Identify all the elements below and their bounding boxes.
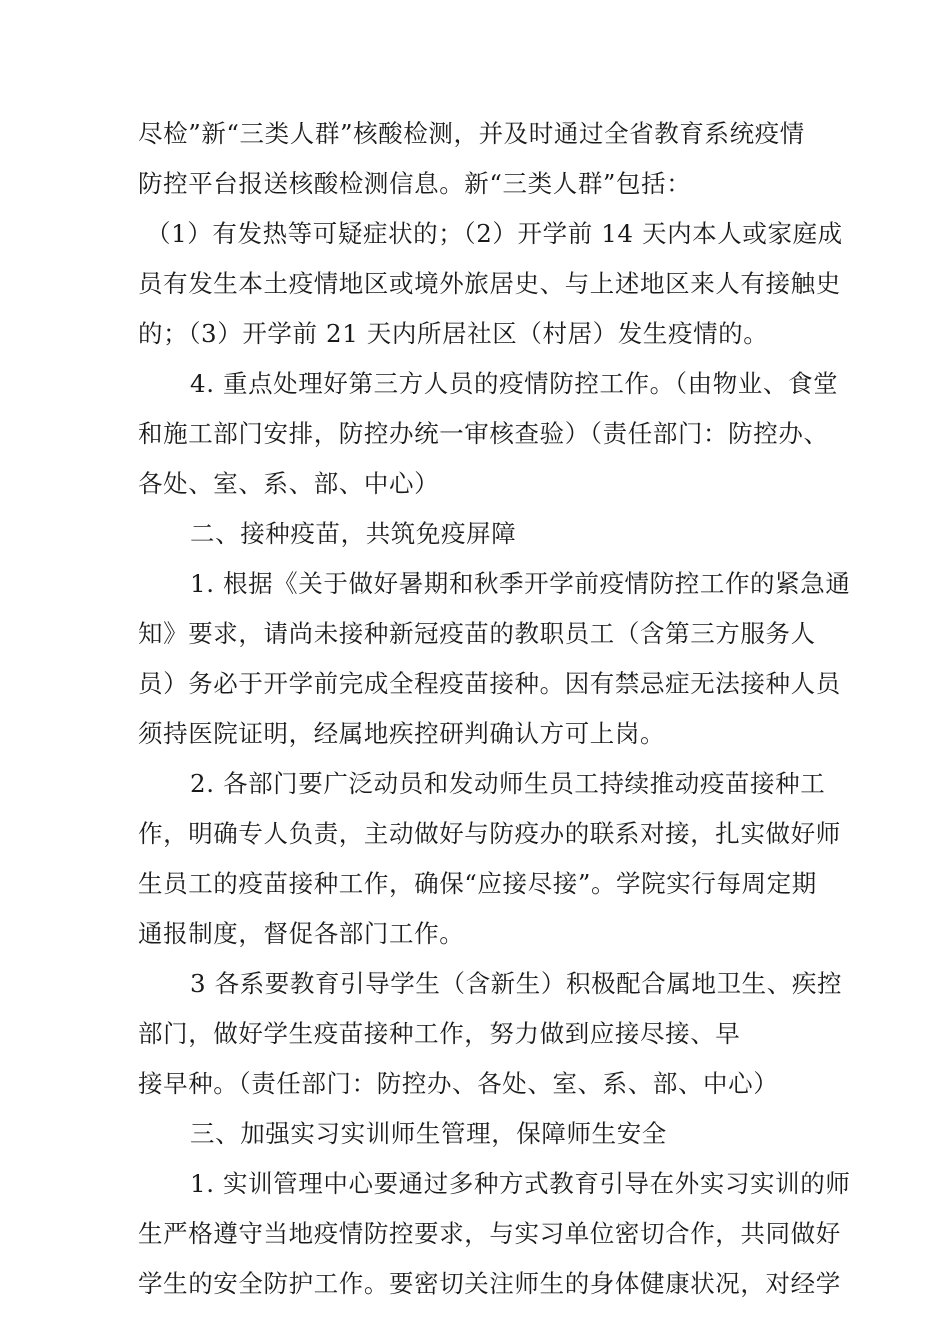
text-line: 1. 实训管理中心要通过多种方式教育引导在外实习实训的师 xyxy=(190,1169,851,1198)
text-line: 3 各系要教育引导学生（含新生）积极配合属地卫生、疾控 xyxy=(190,969,843,998)
text-line: 知》要求，请尚未接种新冠疫苗的教职员工（含第三方服务人 xyxy=(138,619,816,648)
text-line: 和施工部门安排，防控办统一审核查验）（责任部门：防控办、 xyxy=(138,419,829,448)
text-line: 作，明确专人负责，主动做好与防疫办的联系对接，扎实做好师 xyxy=(138,819,841,848)
text-line: 接早种。（责任部门：防控办、各处、室、系、部、中心） xyxy=(138,1069,779,1098)
text-line: 员）务必于开学前完成全程疫苗接种。因有禁忌症无法接种人员 xyxy=(138,669,841,698)
section-heading: 三、加强实习实训师生管理，保障师生安全 xyxy=(190,1119,667,1148)
text-line: 生员工的疫苗接种工作，确保“应接尽接”。学院实行每周定期 xyxy=(138,869,817,898)
text-line: 须持医院证明，经属地疾控研判确认方可上岗。 xyxy=(138,719,666,748)
text-line: 1. 根据《关于做好暑期和秋季开学前疫情防控工作的紧急通 xyxy=(190,569,851,598)
text-line: 的；（3）开学前 21 天内所居社区（村居）发生疫情的。 xyxy=(138,319,769,348)
text-line: 部门，做好学生疫苗接种工作，努力做到应接尽接、早 xyxy=(138,1019,741,1048)
text-line: 尽检”新“三类人群”核酸检测，并及时通过全省教育系统疫情 xyxy=(138,119,805,148)
text-line: 各处、室、系、部、中心） xyxy=(138,469,440,498)
text-line: 2. 各部门要广泛动员和发动师生员工持续推动疫苗接种工 xyxy=(190,769,826,798)
text-line: 4. 重点处理好第三方人员的疫情防控工作。（由物业、食堂 xyxy=(190,369,839,398)
text-line: 通报制度，督促各部门工作。 xyxy=(138,919,465,948)
text-line: 学生的安全防护工作。要密切关注师生的身体健康状况，对经学 xyxy=(138,1269,841,1298)
section-heading: 二、接种疫苗，共筑免疫屏障 xyxy=(190,519,517,548)
text-line: 员有发生本土疫情地区或境外旅居史、与上述地区来人有接触史 xyxy=(138,269,841,298)
text-line: 防控平台报送核酸检测信息。新“三类人群”包括： xyxy=(138,169,692,198)
text-line: （1）有发热等可疑症状的；（2）开学前 14 天内本人或家庭成 xyxy=(146,219,843,248)
text-line: 生严格遵守当地疫情防控要求，与实习单位密切合作，共同做好 xyxy=(138,1219,841,1248)
